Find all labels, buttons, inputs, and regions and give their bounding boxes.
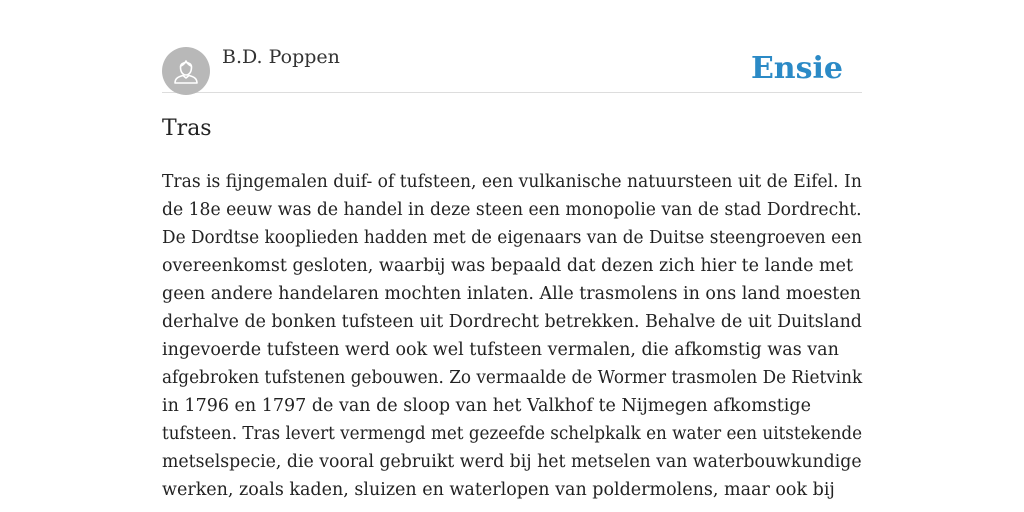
brand-logo[interactable]: Ensie bbox=[750, 51, 843, 86]
article-line: overeenkomst gesloten, waarbij was bepaald dat dezen zich hier te lande met bbox=[162, 256, 854, 276]
article-line: tufsteen. Tras levert vermengd met gezeefde schelpkalk en water een uitstekende bbox=[162, 424, 863, 444]
article-line: geen andere handelaren mochten inlaten. Alle trasmolens in ons land moesten bbox=[162, 284, 861, 304]
article-line: De Dordtse kooplieden hadden met de eigenaars van de Duitse steengroeven een bbox=[162, 228, 862, 248]
article-line: de 18e eeuw was de handel in deze steen een monopolie van de stad Dordrecht. bbox=[162, 200, 862, 220]
article-body bbox=[162, 168, 862, 504]
author-name[interactable]: B.D. Poppen bbox=[222, 46, 340, 68]
article-line: ingevoerde tufsteen werd ook wel tufsteen vermalen, die afkomstig was van bbox=[162, 340, 839, 360]
article-header bbox=[162, 46, 862, 93]
article-line: derhalve de bonken tufsteen uit Dordrecht betrekken. Behalve de uit Duitsland bbox=[162, 312, 862, 332]
author-avatar[interactable] bbox=[162, 47, 210, 95]
article-line: Tras is fijngemalen duif- of tufsteen, een vulkanische natuursteen uit de Eifel. In bbox=[162, 172, 862, 192]
article-line: in 1796 en 1797 de van de sloop van het Valkhof te Nijmegen afkomstige bbox=[162, 396, 811, 416]
article-line: afgebroken tufstenen gebouwen. Zo vermaalde de Wormer trasmolen De Rietvink bbox=[162, 368, 863, 388]
article-line: metselspecie, die vooral gebruikt werd bij het metselen van waterbouwkundige bbox=[162, 452, 862, 472]
article-title: Tras bbox=[162, 116, 212, 141]
article-line: werken, zoals kaden, sluizen en waterlopen van poldermolens, maar ook bij bbox=[162, 480, 835, 500]
user-icon bbox=[162, 47, 210, 95]
